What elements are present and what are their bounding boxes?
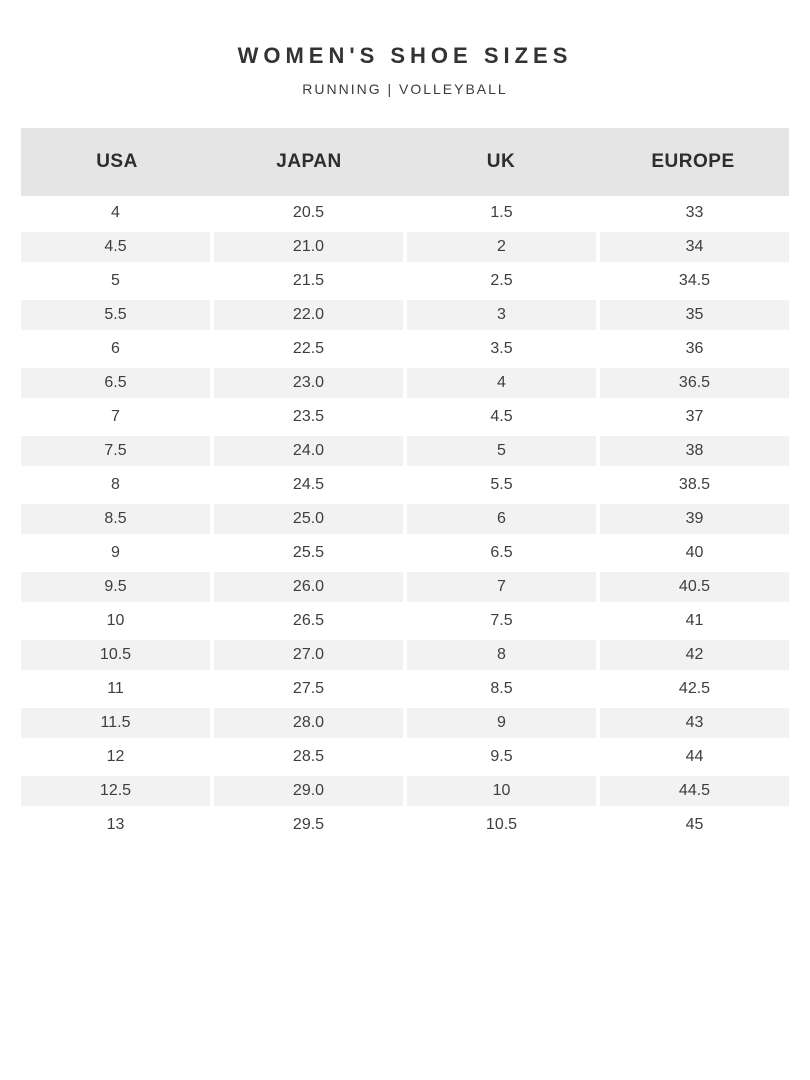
table-row <box>21 366 789 400</box>
size-cell: 8.5 <box>490 680 513 697</box>
size-cell: 36 <box>685 340 704 357</box>
size-cell: 29.5 <box>292 816 325 833</box>
table-header-row <box>21 128 789 196</box>
table-row <box>21 230 789 264</box>
table-row <box>21 400 789 434</box>
size-cell: 22.0 <box>214 300 403 330</box>
size-cell: 9.5 <box>490 748 513 765</box>
size-cell: 6 <box>111 340 120 357</box>
size-cell: 3 <box>407 300 596 330</box>
size-cell: 7 <box>111 408 120 425</box>
size-cell: 7.5 <box>490 612 513 629</box>
table-row <box>21 706 789 740</box>
size-cell: 42 <box>600 640 789 670</box>
size-cell: 5.5 <box>490 476 513 493</box>
table-row <box>21 672 789 706</box>
size-cell: 24.0 <box>214 436 403 466</box>
size-cell: 9 <box>111 544 120 561</box>
size-cell: 5.5 <box>21 300 210 330</box>
column-header-usa: USA <box>96 151 138 172</box>
size-cell: 26.5 <box>292 612 325 629</box>
size-cell: 21.5 <box>292 272 325 289</box>
size-cell: 27.0 <box>214 640 403 670</box>
table-row <box>21 808 789 842</box>
column-header-europe: EUROPE <box>651 151 735 172</box>
page-title: WOMEN'S SHOE SIZES <box>237 43 573 68</box>
size-cell: 8.5 <box>21 504 210 534</box>
size-cell: 5 <box>407 436 596 466</box>
size-cell: 26.0 <box>214 572 403 602</box>
size-cell: 34 <box>600 232 789 262</box>
size-cell: 43 <box>600 708 789 738</box>
size-cell: 2.5 <box>490 272 513 289</box>
size-cell: 35 <box>600 300 789 330</box>
size-cell: 4.5 <box>21 232 210 262</box>
size-cell: 23.5 <box>292 408 325 425</box>
size-cell: 4 <box>111 204 120 221</box>
size-cell: 10.5 <box>21 640 210 670</box>
size-cell: 11 <box>107 680 124 697</box>
table-row <box>21 536 789 570</box>
size-cell: 44 <box>685 748 704 765</box>
size-cell: 12 <box>106 748 125 765</box>
size-cell: 23.0 <box>214 368 403 398</box>
size-cell: 39 <box>600 504 789 534</box>
size-cell: 44.5 <box>600 776 789 806</box>
size-cell: 28.0 <box>214 708 403 738</box>
size-cell: 40 <box>685 544 704 561</box>
size-cell: 6.5 <box>490 544 513 561</box>
size-cell: 37 <box>685 408 704 425</box>
size-cell: 10 <box>407 776 596 806</box>
size-cell: 21.0 <box>214 232 403 262</box>
size-cell: 7 <box>407 572 596 602</box>
size-cell: 4.5 <box>490 408 513 425</box>
size-cell: 22.5 <box>292 340 325 357</box>
size-cell: 27.5 <box>292 680 325 697</box>
size-cell: 5 <box>111 272 120 289</box>
size-cell: 2 <box>407 232 596 262</box>
size-cell: 4 <box>407 368 596 398</box>
size-cell: 11.5 <box>21 708 210 738</box>
size-conversion-table <box>21 128 789 842</box>
size-cell: 13 <box>106 816 125 833</box>
table-row <box>21 502 789 536</box>
table-row <box>21 740 789 774</box>
size-cell: 8 <box>407 640 596 670</box>
table-row <box>21 468 789 502</box>
size-cell: 38.5 <box>678 476 711 493</box>
size-cell: 10.5 <box>485 816 518 833</box>
table-row <box>21 638 789 672</box>
size-cell: 25.5 <box>292 544 325 561</box>
size-cell: 7.5 <box>21 436 210 466</box>
size-cell: 42.5 <box>678 680 711 697</box>
table-row <box>21 774 789 808</box>
column-header-uk: UK <box>486 151 516 172</box>
table-row <box>21 604 789 638</box>
size-cell: 9 <box>407 708 596 738</box>
size-cell: 38 <box>600 436 789 466</box>
size-cell: 40.5 <box>600 572 789 602</box>
size-cell: 41 <box>685 612 704 629</box>
size-cell: 45 <box>685 816 704 833</box>
size-cell: 29.0 <box>214 776 403 806</box>
size-cell: 6.5 <box>21 368 210 398</box>
table-row <box>21 332 789 366</box>
size-cell: 9.5 <box>21 572 210 602</box>
table-body <box>21 196 789 842</box>
size-cell: 34.5 <box>678 272 711 289</box>
table-row <box>21 434 789 468</box>
size-cell: 24.5 <box>292 476 325 493</box>
size-cell: 25.0 <box>214 504 403 534</box>
column-header-japan: JAPAN <box>276 151 342 172</box>
size-cell: 20.5 <box>292 204 325 221</box>
page-subtitle: RUNNING | VOLLEYBALL <box>302 81 508 97</box>
size-cell: 1.5 <box>490 204 513 221</box>
size-cell: 8 <box>111 476 120 493</box>
table-row <box>21 264 789 298</box>
size-cell: 28.5 <box>292 748 325 765</box>
table-row <box>21 570 789 604</box>
size-cell: 3.5 <box>490 340 513 357</box>
size-cell: 6 <box>407 504 596 534</box>
size-cell: 12.5 <box>21 776 210 806</box>
table-row <box>21 196 789 230</box>
size-cell: 36.5 <box>600 368 789 398</box>
size-cell: 10 <box>106 612 125 629</box>
size-cell: 33 <box>685 204 704 221</box>
table-row <box>21 298 789 332</box>
